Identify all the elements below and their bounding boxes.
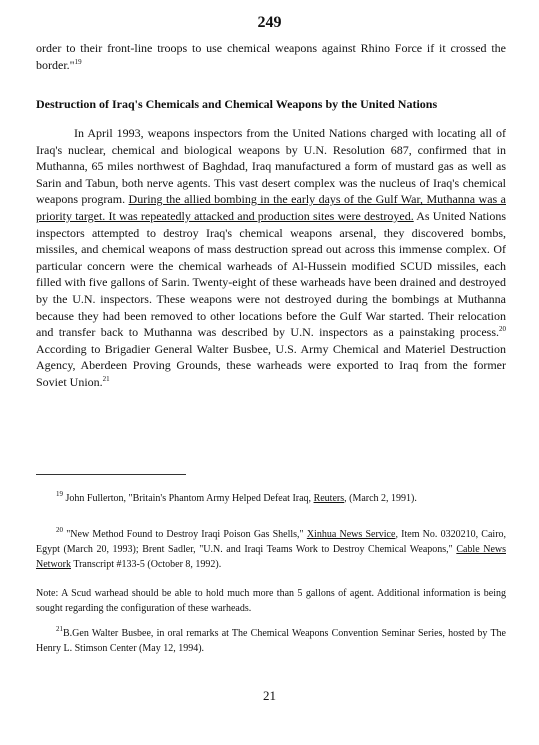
footnote-20 xyxy=(36,527,506,572)
footnote-20-source-2: Cable News Network xyxy=(36,544,506,570)
footnote-number-21: 21 xyxy=(56,625,63,633)
footnote-number-19: 19 xyxy=(56,490,63,498)
footnote-19-source: Reuters xyxy=(313,493,345,504)
footnote-ref-20: 20 xyxy=(499,325,506,334)
paragraph-text-1: In April 1993, weapons inspectors from the United Nations charged with locating all of Iraq's nuclear, chemical and biological weapons by U.N. Resolution 687, confirmed that in Muthanna, 65 miles northwest of Baghdad, Iraq manufactured a form of mustard gas as well as Sarin and Tabun, both nerve agents. This vast desert complex was the nucleus of Iraq's chemical weapons program. xyxy=(36,126,506,207)
paragraph-text-3: According to Brigadier General Walter Busbee, U.S. Army Chemical and Materiel Destruction Agency, Aberdeen Proving Grounds, these warheads were exported to Iraq from the former Soviet Union. xyxy=(36,341,506,389)
paragraph-text-2: As United Nations inspectors attempted to destroy Iraq's chemical weapons arsenal, they discovered bombs, missiles, and chemical weapons of mass destruction spread out across this immense complex. Of particular concern were the chemical warheads of Al-Hussein modified SCUD missiles, each filled with five gallons of Sarin. Twenty-eight of these warheads have been drained and destroyed by the U.N. inspectors. These weapons were not destroyed during the bombings at Muthanna because they had been removed to other locations before the Gulf War started. Their relocation and transfer back to Muthanna was described by U.N. inspectors as a painstaking process. xyxy=(36,208,506,340)
footnote-20-source-1: Xinhua News Service xyxy=(306,529,396,540)
continuation-paragraph xyxy=(36,40,506,74)
bottom-page-number: 21 xyxy=(263,688,276,703)
continuation-text: order to their front-line troops to use chemical weapons against Rhino Force if it crossed the border." xyxy=(36,41,506,72)
body-paragraph xyxy=(36,125,506,391)
section-heading: Destruction of Iraq's Chemicals and Chemical Weapons by the United Nations xyxy=(36,97,438,111)
paragraph-underlined-text: During the allied bombing in the early days of the Gulf War, Muthanna was a priority target. It was repeatedly attacked and production sites were destroyed. xyxy=(36,192,506,223)
footnote-ref-21: 21 xyxy=(102,374,110,383)
top-page-number: 249 xyxy=(257,14,282,31)
footnote-number-20: 20 xyxy=(56,526,63,534)
footnote-19-text-b: , (March 2, 1991). xyxy=(344,493,417,504)
footnote-19-text-a: John Fullerton, "Britain's Phantom Army Helped Defeat Iraq, xyxy=(63,493,312,504)
footnote-20-text-b: , Item No. 0320210, Cairo, Egypt (March 20, 1993); Brent Sadler, "U.N. and Iraqi Teams Work to Destroy Chemical Weapons," xyxy=(36,529,507,555)
footnote-19 xyxy=(36,491,506,506)
footnote-divider xyxy=(36,474,186,475)
footnote-21 xyxy=(36,626,506,656)
footnote-20-text-a: "New Method Found to Destroy Iraqi Poison Gas Shells," xyxy=(63,529,304,540)
footnote-20-text-c: Transcript #133-5 (October 8, 1992). xyxy=(71,559,222,570)
footnote-ref-19: 19 xyxy=(74,58,82,66)
footnote-21-text: B.Gen Walter Busbee, in oral remarks at The Chemical Weapons Convention Seminar Series, hosted by The Henry L. Stimson Center (May 12, 1994). xyxy=(36,628,506,654)
footnote-note: Note: A Scud warhead should be able to hold much more than 5 gallons of agent. Additional information is being sought regarding the configuration of these warheads. xyxy=(36,588,506,614)
